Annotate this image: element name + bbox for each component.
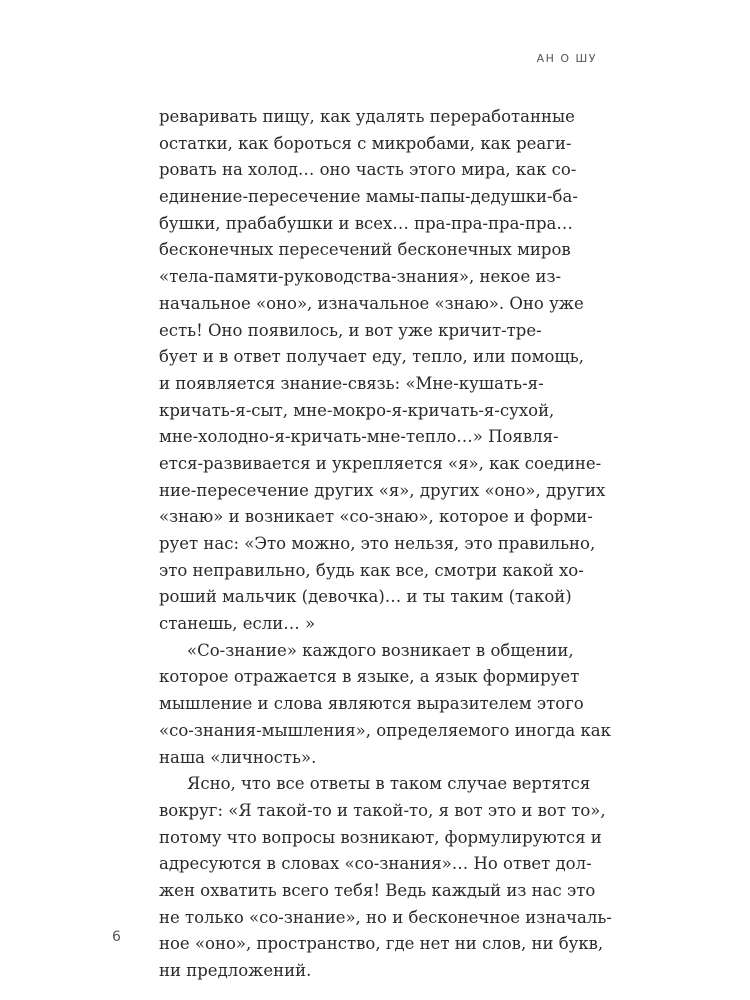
- text-line: остатки, как бороться с микробами, как реаги-: [159, 133, 572, 153]
- text-line: ни предложений.: [159, 961, 312, 980]
- text-line: роший мальчик (девочка)… и ты таким (такой): [159, 587, 572, 607]
- text-line: единение-пересечение мамы-папы-дедушки-ба-: [159, 187, 578, 207]
- text-line: реваривать пищу, как удалять переработанные: [159, 107, 575, 126]
- text-line: и появляется знание-связь: «Мне-кушать-я-: [159, 373, 544, 393]
- text-line: мне-холодно-я-кричать-мне-тепло…» Появля-: [159, 427, 559, 447]
- text-line: адресуются в словах «со-знания»… Но ответ дол-: [159, 854, 592, 874]
- paragraph-2: [159, 638, 611, 771]
- text-line: рует нас: «Это можно, это нельзя, это правильно,: [159, 534, 596, 553]
- text-line: кричать-я-сыт, мне-мокро-я-кричать-я-сухой,: [159, 400, 555, 420]
- text-line: «Со-знание» каждого возникает в общении,: [187, 640, 574, 660]
- text-line: вокруг: «Я такой-то и такой-то, я вот это и вот то»,: [159, 800, 606, 820]
- page-number: 6: [112, 929, 121, 945]
- body-text: [159, 104, 612, 985]
- text-line: мышление и слова являются выразителем этого: [159, 694, 584, 714]
- text-line: которое отражается в языке, а язык формирует: [159, 667, 580, 687]
- text-line: наша «личность».: [159, 747, 317, 767]
- text-line: бушки, прабабушки и всех… пра-пра-пра-пра…: [159, 213, 573, 233]
- paragraph-1: [159, 104, 606, 638]
- text-line: «знаю» и возникает «со-знаю», которое и форми-: [159, 507, 593, 527]
- text-line: ется-развивается и укрепляется «я», как соедине-: [159, 453, 602, 473]
- text-line: жен охватить всего тебя! Ведь каждый из нас это: [159, 880, 596, 900]
- text-line: Ясно, что все ответы в таком случае вертятся: [187, 774, 591, 794]
- text-line: это неправильно, будь как все, смотри какой хо-: [159, 560, 584, 580]
- running-header-author: АН О ШУ: [536, 52, 597, 65]
- text-line: ние-пересечение других «я», других «оно», других: [159, 480, 606, 500]
- text-line: «тела-памяти-руководства-знания», некое из-: [159, 267, 562, 287]
- text-line: станешь, если… »: [159, 614, 316, 634]
- text-line: ровать на холод… оно часть этого мира, как со-: [159, 160, 577, 180]
- text-line: не только «со-знание», но и бесконечное изначаль-: [159, 907, 612, 927]
- text-line: начальное «оно», изначальное «знаю». Оно уже: [159, 293, 584, 313]
- text-line: потому что вопросы возникают, формулируются и: [159, 827, 602, 847]
- text-line: ное «оно», пространство, где нет ни слов, ни букв,: [159, 934, 604, 954]
- text-line: бует и в ответ получает еду, тепло, или помощь,: [159, 347, 584, 367]
- paragraph-3: [159, 771, 612, 985]
- text-line: «со-знания-мышления», определяемого иногда как: [159, 720, 611, 740]
- text-line: бесконечных пересечений бесконечных миров: [159, 240, 571, 260]
- text-line: есть! Оно появилось, и вот уже кричит-тре-: [159, 320, 542, 340]
